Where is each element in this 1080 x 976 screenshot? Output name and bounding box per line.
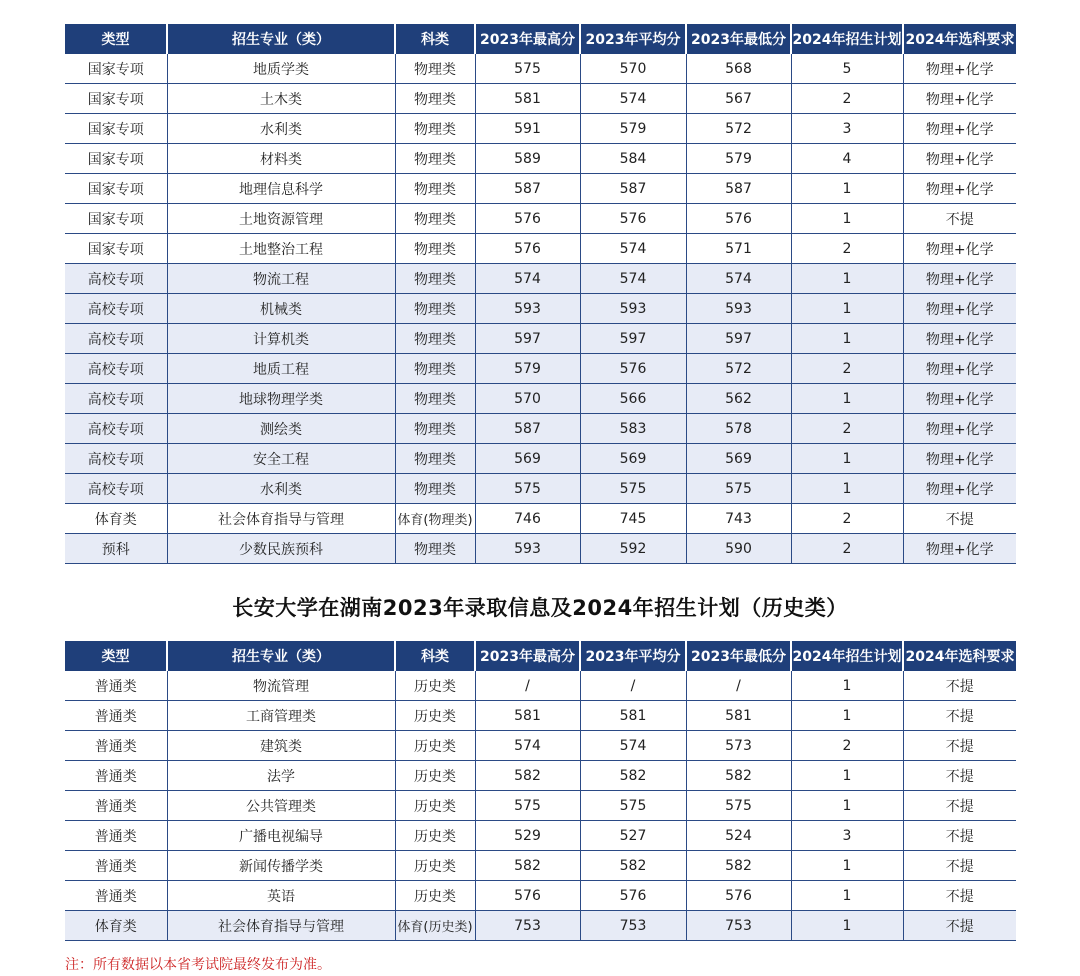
cell-major: 社会体育指导与管理 [167,911,395,941]
cell-plan: 2 [791,354,903,384]
cell-max-score: 570 [475,384,580,414]
cell-requirement: 不提 [903,504,1016,534]
cell-major: 地质学类 [167,54,395,84]
cell-subject: 体育(物理类) [395,504,475,534]
cell-min-score: 568 [686,54,791,84]
cell-plan: 4 [791,144,903,174]
cell-min-score: 567 [686,84,791,114]
cell-min-score: 582 [686,851,791,881]
cell-avg-score: 593 [580,294,686,324]
table-row [65,911,1016,941]
header-plan: 2024年招生计划 [791,24,903,54]
cell-max-score: 582 [475,851,580,881]
table-row [65,144,1016,174]
cell-min-score: 590 [686,534,791,564]
cell-plan: 1 [791,911,903,941]
cell-type: 国家专项 [65,174,167,204]
cell-major: 材料类 [167,144,395,174]
cell-plan: 1 [791,791,903,821]
cell-avg-score: 574 [580,234,686,264]
table-row [65,324,1016,354]
cell-avg-score: 579 [580,114,686,144]
cell-min-score: 579 [686,144,791,174]
cell-type: 高校专项 [65,444,167,474]
cell-avg-score: 592 [580,534,686,564]
cell-min-score: 572 [686,114,791,144]
table-row [65,534,1016,564]
cell-plan: 1 [791,671,903,701]
cell-requirement: 不提 [903,671,1016,701]
cell-max-score: 587 [475,174,580,204]
cell-type: 普通类 [65,881,167,911]
cell-plan: 1 [791,444,903,474]
cell-min-score: 593 [686,294,791,324]
table-row [65,84,1016,114]
cell-max-score: 579 [475,354,580,384]
cell-max-score: 575 [475,54,580,84]
cell-min-score: 753 [686,911,791,941]
header-max-score: 2023年最高分 [475,24,580,54]
cell-min-score: 597 [686,324,791,354]
cell-type: 普通类 [65,821,167,851]
cell-avg-score: 584 [580,144,686,174]
cell-plan: 2 [791,414,903,444]
table-row [65,264,1016,294]
header-requirement: 2024年选科要求 [903,641,1016,671]
table-row [65,761,1016,791]
cell-major: 土木类 [167,84,395,114]
cell-min-score: 587 [686,174,791,204]
header-avg-score: 2023年平均分 [580,641,686,671]
cell-subject: 历史类 [395,791,475,821]
table-row [65,791,1016,821]
cell-max-score: 529 [475,821,580,851]
cell-major: 社会体育指导与管理 [167,504,395,534]
table-row [65,821,1016,851]
cell-subject: 物理类 [395,54,475,84]
cell-type: 高校专项 [65,294,167,324]
cell-type: 体育类 [65,504,167,534]
cell-subject: 物理类 [395,204,475,234]
cell-max-score: 574 [475,731,580,761]
cell-subject: 物理类 [395,294,475,324]
cell-major: 少数民族预科 [167,534,395,564]
cell-requirement: 物理+化学 [903,324,1016,354]
cell-min-score: 524 [686,821,791,851]
cell-max-score: 576 [475,234,580,264]
cell-plan: 2 [791,731,903,761]
cell-plan: 2 [791,534,903,564]
header-type: 类型 [65,24,167,54]
cell-subject: 物理类 [395,354,475,384]
cell-type: 高校专项 [65,384,167,414]
cell-subject: 历史类 [395,821,475,851]
table-row [65,174,1016,204]
table-row [65,444,1016,474]
table-row [65,234,1016,264]
header-major: 招生专业（类） [167,641,395,671]
cell-min-score: 578 [686,414,791,444]
header-min-score: 2023年最低分 [686,24,791,54]
cell-min-score: 571 [686,234,791,264]
cell-type: 体育类 [65,911,167,941]
cell-max-score: 581 [475,84,580,114]
cell-major: 建筑类 [167,731,395,761]
cell-max-score: 597 [475,324,580,354]
cell-avg-score: 527 [580,821,686,851]
cell-max-score: 582 [475,761,580,791]
header-type: 类型 [65,641,167,671]
cell-min-score: 581 [686,701,791,731]
cell-max-score: 593 [475,294,580,324]
cell-major: 地理信息科学 [167,174,395,204]
cell-type: 普通类 [65,761,167,791]
cell-type: 国家专项 [65,144,167,174]
physics-admission-table [65,24,1016,564]
cell-type: 高校专项 [65,264,167,294]
table-row [65,731,1016,761]
cell-requirement: 物理+化学 [903,114,1016,144]
cell-type: 普通类 [65,851,167,881]
cell-max-score: 576 [475,881,580,911]
cell-requirement: 不提 [903,851,1016,881]
cell-major: 计算机类 [167,324,395,354]
header-min-score: 2023年最低分 [686,641,791,671]
cell-requirement: 物理+化学 [903,264,1016,294]
cell-major: 机械类 [167,294,395,324]
table-row [65,474,1016,504]
cell-min-score: 582 [686,761,791,791]
header-requirement: 2024年选科要求 [903,24,1016,54]
cell-max-score: 746 [475,504,580,534]
cell-avg-score: 583 [580,414,686,444]
cell-plan: 1 [791,384,903,414]
cell-max-score: 593 [475,534,580,564]
history-section-title: 长安大学在湖南2023年录取信息及2024年招生计划（历史类） [232,596,848,620]
cell-requirement: 不提 [903,761,1016,791]
cell-requirement: 不提 [903,731,1016,761]
cell-major: 物流工程 [167,264,395,294]
cell-max-score: 574 [475,264,580,294]
cell-max-score: 589 [475,144,580,174]
cell-requirement: 物理+化学 [903,354,1016,384]
cell-major: 地质工程 [167,354,395,384]
cell-type: 普通类 [65,671,167,701]
cell-avg-score: 753 [580,911,686,941]
table-row [65,114,1016,144]
cell-type: 预科 [65,534,167,564]
cell-major: 英语 [167,881,395,911]
cell-subject: 物理类 [395,144,475,174]
cell-requirement: 物理+化学 [903,84,1016,114]
history-admission-table [65,641,1016,941]
cell-type: 高校专项 [65,474,167,504]
cell-type: 高校专项 [65,414,167,444]
cell-plan: 5 [791,54,903,84]
cell-major: 土地整治工程 [167,234,395,264]
cell-requirement: 物理+化学 [903,474,1016,504]
cell-requirement: 物理+化学 [903,144,1016,174]
cell-avg-score: / [580,671,686,701]
cell-requirement: 物理+化学 [903,174,1016,204]
table-row [65,881,1016,911]
cell-type: 国家专项 [65,114,167,144]
cell-plan: 1 [791,881,903,911]
header-subject: 科类 [395,641,475,671]
header-subject: 科类 [395,24,475,54]
cell-major: 工商管理类 [167,701,395,731]
cell-major: 法学 [167,761,395,791]
table-header-row [65,24,1016,54]
cell-plan: 1 [791,324,903,354]
footnote: 注：所有数据以本省考试院最终发布为准。 [65,957,331,973]
cell-subject: 体育(历史类) [395,911,475,941]
cell-major: 土地资源管理 [167,204,395,234]
cell-requirement: 不提 [903,791,1016,821]
cell-plan: 1 [791,701,903,731]
cell-plan: 3 [791,821,903,851]
cell-plan: 1 [791,204,903,234]
cell-avg-score: 570 [580,54,686,84]
cell-requirement: 不提 [903,204,1016,234]
cell-max-score: 575 [475,791,580,821]
cell-type: 国家专项 [65,84,167,114]
cell-min-score: 572 [686,354,791,384]
cell-subject: 物理类 [395,84,475,114]
cell-requirement: 物理+化学 [903,414,1016,444]
cell-min-score: / [686,671,791,701]
table-row [65,294,1016,324]
cell-plan: 3 [791,114,903,144]
cell-major: 测绘类 [167,414,395,444]
history-table-body [65,671,1016,941]
cell-type: 国家专项 [65,234,167,264]
cell-subject: 历史类 [395,701,475,731]
cell-avg-score: 574 [580,731,686,761]
cell-avg-score: 581 [580,701,686,731]
cell-requirement: 物理+化学 [903,534,1016,564]
cell-type: 高校专项 [65,354,167,384]
cell-subject: 历史类 [395,671,475,701]
cell-avg-score: 587 [580,174,686,204]
cell-subject: 物理类 [395,474,475,504]
cell-plan: 2 [791,504,903,534]
cell-avg-score: 566 [580,384,686,414]
cell-major: 安全工程 [167,444,395,474]
cell-subject: 历史类 [395,881,475,911]
cell-avg-score: 569 [580,444,686,474]
cell-subject: 物理类 [395,264,475,294]
cell-avg-score: 574 [580,264,686,294]
cell-avg-score: 576 [580,354,686,384]
cell-subject: 历史类 [395,761,475,791]
cell-requirement: 物理+化学 [903,234,1016,264]
cell-plan: 2 [791,84,903,114]
cell-min-score: 576 [686,204,791,234]
cell-max-score: 591 [475,114,580,144]
table-row [65,851,1016,881]
cell-max-score: 753 [475,911,580,941]
cell-type: 国家专项 [65,204,167,234]
cell-type: 高校专项 [65,324,167,354]
table-header-row [65,641,1016,671]
cell-min-score: 575 [686,474,791,504]
cell-subject: 物理类 [395,384,475,414]
cell-type: 普通类 [65,701,167,731]
cell-avg-score: 575 [580,791,686,821]
table-row [65,671,1016,701]
cell-major: 水利类 [167,474,395,504]
cell-requirement: 不提 [903,911,1016,941]
table-row [65,504,1016,534]
cell-max-score: 569 [475,444,580,474]
table-row [65,414,1016,444]
cell-major: 公共管理类 [167,791,395,821]
header-plan: 2024年招生计划 [791,641,903,671]
header-avg-score: 2023年平均分 [580,24,686,54]
cell-subject: 历史类 [395,851,475,881]
cell-major: 广播电视编导 [167,821,395,851]
cell-max-score: 587 [475,414,580,444]
cell-type: 普通类 [65,731,167,761]
cell-subject: 历史类 [395,731,475,761]
cell-avg-score: 575 [580,474,686,504]
table-row [65,54,1016,84]
header-max-score: 2023年最高分 [475,641,580,671]
cell-avg-score: 582 [580,761,686,791]
cell-subject: 物理类 [395,414,475,444]
cell-max-score: 575 [475,474,580,504]
cell-requirement: 物理+化学 [903,444,1016,474]
table-row [65,384,1016,414]
cell-plan: 1 [791,474,903,504]
cell-min-score: 576 [686,881,791,911]
cell-major: 水利类 [167,114,395,144]
cell-max-score: 576 [475,204,580,234]
cell-subject: 物理类 [395,444,475,474]
cell-requirement: 不提 [903,881,1016,911]
cell-plan: 2 [791,234,903,264]
cell-min-score: 575 [686,791,791,821]
table-row [65,354,1016,384]
cell-max-score: 581 [475,701,580,731]
cell-avg-score: 576 [580,204,686,234]
cell-major: 地球物理学类 [167,384,395,414]
cell-major: 物流管理 [167,671,395,701]
cell-requirement: 物理+化学 [903,54,1016,84]
cell-subject: 物理类 [395,534,475,564]
cell-plan: 1 [791,174,903,204]
cell-avg-score: 597 [580,324,686,354]
cell-avg-score: 745 [580,504,686,534]
cell-min-score: 743 [686,504,791,534]
cell-requirement: 不提 [903,821,1016,851]
header-major: 招生专业（类） [167,24,395,54]
cell-major: 新闻传播学类 [167,851,395,881]
cell-min-score: 562 [686,384,791,414]
cell-min-score: 569 [686,444,791,474]
cell-requirement: 物理+化学 [903,384,1016,414]
cell-requirement: 物理+化学 [903,294,1016,324]
cell-subject: 物理类 [395,234,475,264]
cell-avg-score: 582 [580,851,686,881]
cell-subject: 物理类 [395,174,475,204]
cell-type: 普通类 [65,791,167,821]
table-row [65,701,1016,731]
cell-plan: 1 [791,851,903,881]
cell-subject: 物理类 [395,114,475,144]
physics-table-body [65,54,1016,564]
cell-avg-score: 574 [580,84,686,114]
cell-max-score: / [475,671,580,701]
table-row [65,204,1016,234]
cell-requirement: 不提 [903,701,1016,731]
cell-subject: 物理类 [395,324,475,354]
cell-type: 国家专项 [65,54,167,84]
cell-min-score: 573 [686,731,791,761]
cell-plan: 1 [791,761,903,791]
cell-avg-score: 576 [580,881,686,911]
cell-min-score: 574 [686,264,791,294]
cell-plan: 1 [791,264,903,294]
cell-plan: 1 [791,294,903,324]
